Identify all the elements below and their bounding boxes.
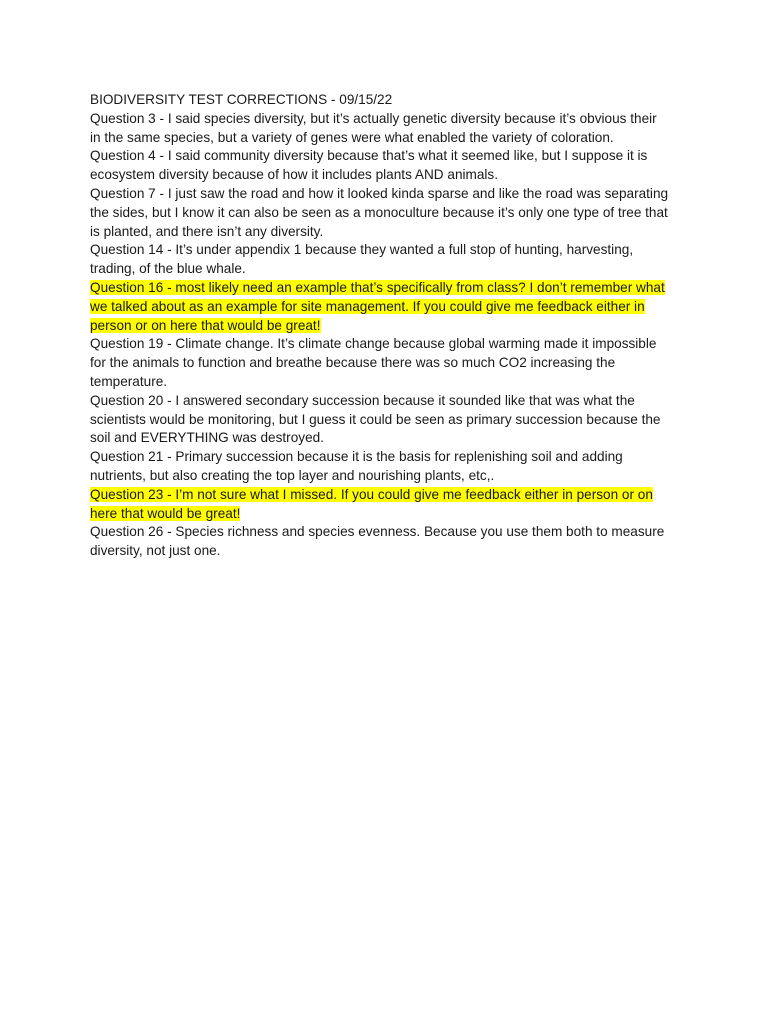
correction-text: the sides, but I know it can also be seen as a monoculture because it’s only one type of tree that [90,204,668,220]
correction-text: nutrients, but also creating the top layer and nourishing plants, etc,. [90,467,495,483]
correction-text: diversity, not just one. [90,543,221,559]
correction-line [90,298,690,317]
correction-line [90,448,690,467]
correction-entry [90,241,690,279]
correction-text: Question 14 - It’s under appendix 1 because they wanted a full stop of hunting, harvesting, [90,242,634,258]
correction-line [90,110,690,129]
highlighted-text: Question 23 - I’m not sure what I missed. If you could give me feedback either in person or on [90,486,653,502]
correction-text: ecosystem diversity because of how it includes plants AND animals. [90,167,498,183]
correction-entry [90,486,690,524]
document-body [90,91,690,561]
correction-line [90,185,690,204]
correction-line [90,147,690,166]
correction-line [90,335,690,354]
correction-line [90,429,690,448]
correction-entry [90,147,690,185]
correction-text: Question 7 - I just saw the road and how it looked kinda sparse and like the road was separating [90,185,669,201]
correction-entry [90,392,690,448]
correction-entry [90,110,690,148]
correction-text: soil and EVERYTHING was destroyed. [90,430,324,446]
document-title: BIODIVERSITY TEST CORRECTIONS - 09/15/22 [90,92,393,107]
correction-text: temperature. [90,373,168,389]
highlighted-text: Question 16 - most likely need an example that’s specifically from class? I don’t remember what [90,279,665,295]
correction-entry [90,448,690,486]
correction-line [90,279,690,298]
correction-text: is planted, and there isn’t any diversity. [90,223,324,239]
correction-line [90,241,690,260]
correction-line [90,411,690,430]
correction-line [90,467,690,486]
correction-line [90,523,690,542]
correction-line [90,542,690,561]
correction-text: Question 26 - Species richness and species evenness. Because you use them both to measure [90,524,665,540]
highlighted-text: we talked about as an example for site management. If you could give me feedback either in [90,298,645,314]
correction-line [90,373,690,392]
corrections-list [90,110,690,561]
correction-line [90,223,690,242]
correction-entry [90,523,690,561]
correction-entry [90,279,690,335]
correction-entry [90,335,690,391]
correction-line [90,204,690,223]
highlighted-text: here that would be great! [90,505,241,521]
correction-text: for the animals to function and breathe because there was so much CO2 increasing the [90,355,616,371]
correction-line [90,505,690,524]
correction-line [90,392,690,411]
correction-entry [90,185,690,241]
correction-line [90,354,690,373]
correction-text: Question 3 - I said species diversity, but it’s actually genetic diversity because it’s obvious their [90,110,657,126]
correction-line [90,260,690,279]
correction-text: Question 21 - Primary succession because it is the basis for replenishing soil and adding [90,449,623,465]
correction-line [90,317,690,336]
correction-text: Question 4 - I said community diversity because that’s what it seemed like, but I suppose it is [90,148,648,164]
correction-line [90,166,690,185]
correction-text: trading, of the blue whale. [90,261,246,277]
correction-text: Question 19 - Climate change. It’s climate change because global warming made it impossible [90,336,657,352]
correction-text: scientists would be monitoring, but I guess it could be seen as primary succession because the [90,411,661,427]
correction-text: Question 20 - I answered secondary succession because it sounded like that was what the [90,392,635,408]
correction-line [90,129,690,148]
correction-text: in the same species, but a variety of genes were what enabled the variety of coloration. [90,129,614,145]
highlighted-text: person or on here that would be great! [90,317,321,333]
correction-line [90,486,690,505]
